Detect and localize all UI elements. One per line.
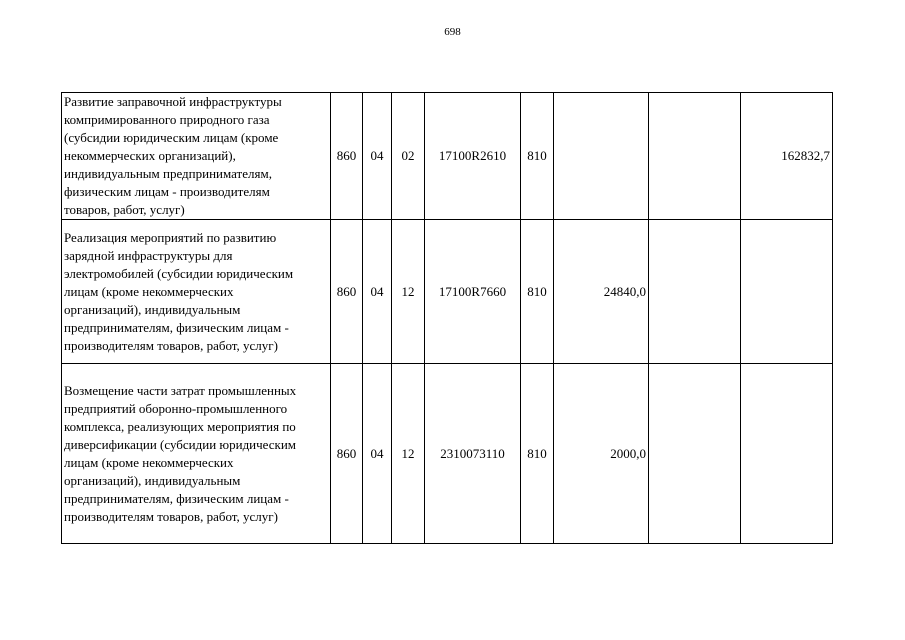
row-section-code: 04 bbox=[363, 93, 392, 220]
row-target-article: 2310073110 bbox=[425, 364, 521, 544]
row-description: Реализация мероприятий по развитию зарядной инфраструктуры для электромобилей (субсидии юридическим лицам (кроме некоммерческих организаций), индивидуальным предпринимателям, физическим лицам - производителям товаров, работ, услуг) bbox=[62, 220, 331, 364]
row-amount-1: 2000,0 bbox=[554, 364, 649, 544]
table-row bbox=[62, 220, 833, 364]
page-number: 698 bbox=[444, 26, 461, 38]
row-amount-2 bbox=[649, 93, 741, 220]
row-section-code: 04 bbox=[363, 220, 392, 364]
row-description: Развитие заправочной инфраструктуры компримированного природного газа (субсидии юридическим лицам (кроме некоммерческих организаций), индивидуальным предпринимателям, физическим лицам - производителям товаров, работ, услуг) bbox=[62, 93, 331, 220]
row-subsection-code: 12 bbox=[392, 364, 425, 544]
row-amount-3 bbox=[741, 220, 833, 364]
row-subsection-code: 02 bbox=[392, 93, 425, 220]
row-amount-3 bbox=[741, 364, 833, 544]
row-target-article: 17100R7660 bbox=[425, 220, 521, 364]
table-row bbox=[62, 364, 833, 544]
row-expense-type: 810 bbox=[521, 364, 554, 544]
row-ved-code: 860 bbox=[331, 364, 363, 544]
row-target-article: 17100R2610 bbox=[425, 93, 521, 220]
row-subsection-code: 12 bbox=[392, 220, 425, 364]
row-section-code: 04 bbox=[363, 364, 392, 544]
row-description: Возмещение части затрат промышленных предприятий оборонно-промышленного комплекса, реализующих мероприятия по диверсификации (субсидии юридическим лицам (кроме некоммерческих организаций), индивидуальным предпринимателям, физическим лицам - производителям товаров, работ, услуг) bbox=[62, 364, 331, 544]
row-amount-1: 24840,0 bbox=[554, 220, 649, 364]
row-amount-3: 162832,7 bbox=[741, 93, 833, 220]
budget-table bbox=[61, 92, 833, 544]
row-amount-2 bbox=[649, 220, 741, 364]
row-ved-code: 860 bbox=[331, 93, 363, 220]
row-ved-code: 860 bbox=[331, 220, 363, 364]
row-expense-type: 810 bbox=[521, 220, 554, 364]
table-row bbox=[62, 93, 833, 220]
row-amount-2 bbox=[649, 364, 741, 544]
row-expense-type: 810 bbox=[521, 93, 554, 220]
row-amount-1 bbox=[554, 93, 649, 220]
